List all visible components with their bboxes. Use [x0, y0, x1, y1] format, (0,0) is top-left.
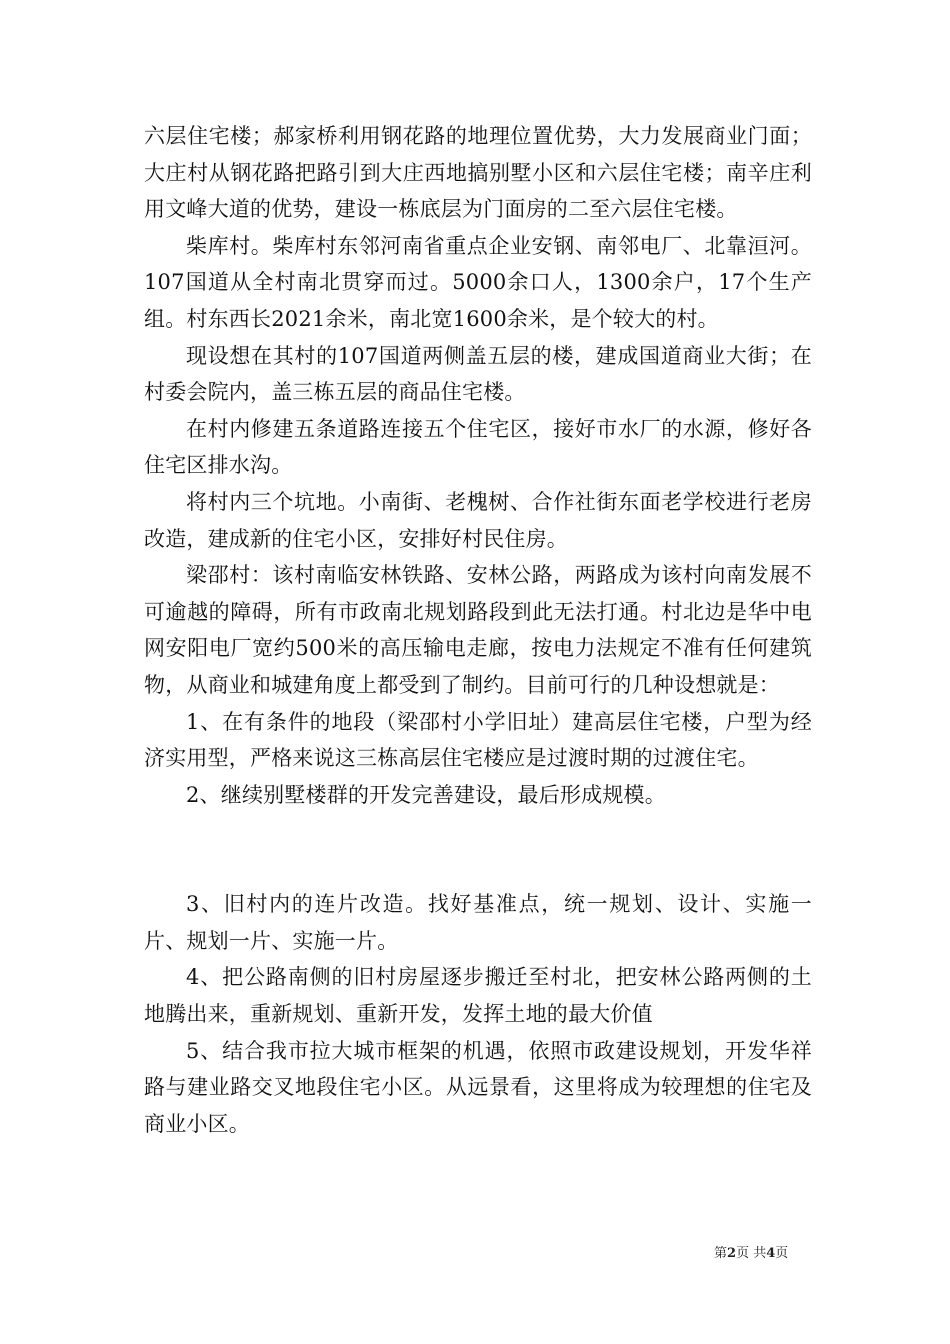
- paragraph-chaiku-plan: 现设想在其村的107国道两侧盖五层的楼，建成国道商业大街；在村委会院内，盖三栋五层的商品住宅楼。: [144, 343, 812, 405]
- current-page-number: 2: [727, 1246, 737, 1261]
- list-item-5: 5、结合我市拉大城市框架的机遇，依照市政建设规划，开发华祥路与建业路交叉地段住宅小区。从远景看，这里将成为较理想的住宅及商业小区。: [144, 1038, 812, 1136]
- document-body: [144, 118, 812, 1142]
- paragraph-continuation: 六层住宅楼；郝家桥利用钢花路的地理位置优势，大力发展商业门面；大庄村从钢花路把路引到大庄西地搞别墅小区和六层住宅楼；南辛庄利用文峰大道的优势，建设一栋底层为门面房的二至六层住宅楼。: [144, 124, 812, 222]
- footer-prefix: 第: [714, 1246, 728, 1261]
- list-item-4: 4、把公路南侧的旧村房屋逐步搬迁至村北，把安林公路两侧的土地腾出来，重新规划、重新开发，发挥土地的最大价值: [144, 965, 812, 1027]
- list-item-2: 2、继续别墅楼群的开发完善建设，最后形成规模。: [186, 782, 666, 807]
- list-item-3: 3、旧村内的连片改造。找好基准点，统一规划、设计、实施一片、规划一片、实施一片。: [144, 892, 812, 953]
- paragraph-chaiku-village: 柴库村。柴库村东邻河南省重点企业安钢、南邻电厂、北靠洹河。107国道从全村南北贯穿而过。5000余口人，1300余户，17个生产组。村东西长2021余米，南北宽1600余米，是个较大的村。: [144, 233, 812, 331]
- paragraph-chaiku-roads: 在村内修建五条道路连接五个住宅区，接好市水厂的水源，修好各住宅区排水沟。: [144, 416, 812, 478]
- blank-gap: [144, 813, 812, 886]
- footer-middle: 页 共: [736, 1246, 767, 1261]
- page-number-footer: [714, 1245, 788, 1263]
- paragraph-chaiku-renovation: 将村内三个坑地。小南街、老槐树、合作社街东面老学校进行老房改造，建成新的住宅小区，安排好村民住房。: [144, 489, 812, 551]
- paragraph-liangshao-village: 梁邵村：该村南临安林铁路、安林公路，两路成为该村向南发展不可逾越的障碍，所有市政南北规划路段到此无法打通。村北边是华中电网安阳电厂宽约500米的高压输电走廊，按电力法规定不准有任何建筑物，从商业和城建角度上都受到了制约。目前可行的几种设想就是：: [144, 563, 812, 697]
- footer-suffix: 页: [775, 1246, 789, 1261]
- list-item-1: 1、在有条件的地段（梁邵村小学旧址）建高层住宅楼，户型为经济实用型，严格来说这三栋高层住宅楼应是过渡时期的过渡住宅。: [144, 709, 812, 771]
- total-pages-number: 4: [766, 1246, 776, 1261]
